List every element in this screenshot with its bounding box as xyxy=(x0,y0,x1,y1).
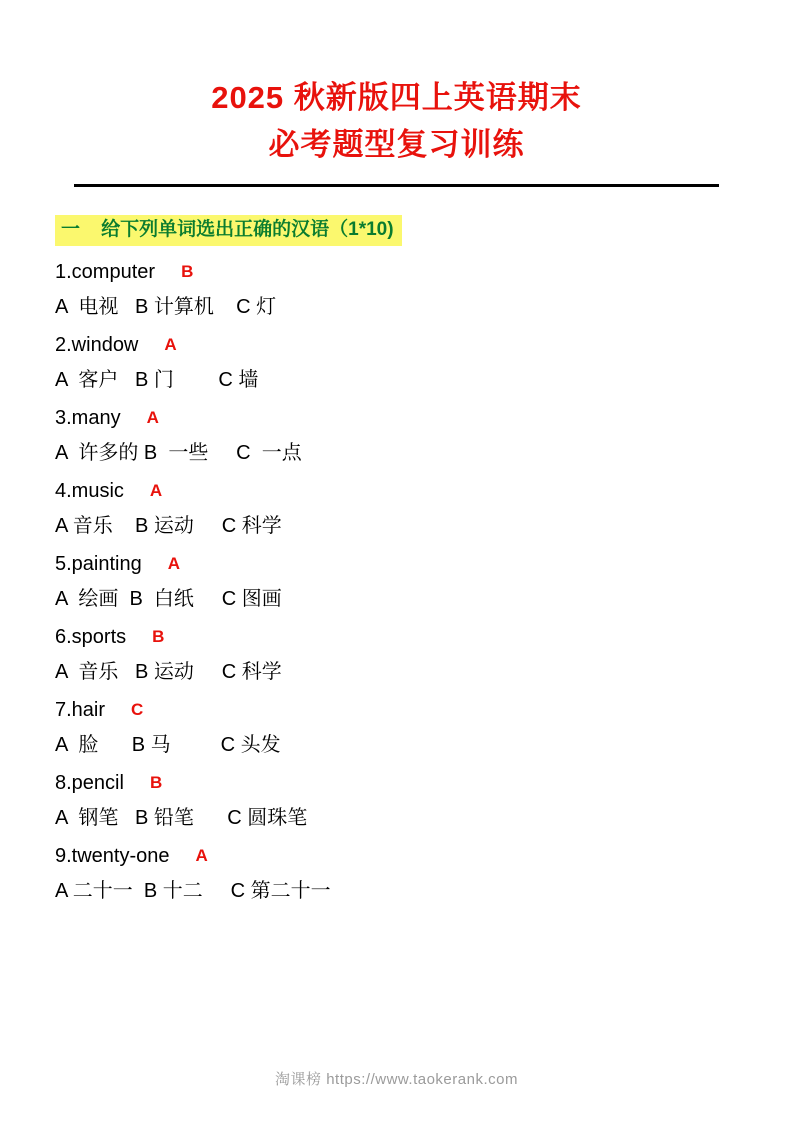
question-prompt-row xyxy=(55,333,738,357)
question-answer: B xyxy=(181,262,194,281)
question-term: 8.pencil xyxy=(55,772,124,794)
question-term: 7.hair xyxy=(55,699,106,721)
question-answer: A xyxy=(164,335,177,354)
question-options: A 许多的 B 一些 C 一点 xyxy=(55,442,302,464)
section-heading xyxy=(55,215,402,246)
question-prompt-row xyxy=(55,844,738,868)
footer-watermark: 淘课榜 https://www.taokerank.com xyxy=(275,1071,518,1088)
question-prompt-row xyxy=(55,698,738,722)
question-prompt-row xyxy=(55,552,738,576)
question-prompt-row xyxy=(55,479,738,503)
question-item xyxy=(55,771,738,830)
section-number: 一 xyxy=(61,219,81,240)
question-options: A 音乐 B 运动 C 科学 xyxy=(55,515,282,537)
question-options: A 脸 B 马 C 头发 xyxy=(55,734,281,756)
question-options: A 音乐 B 运动 C 科学 xyxy=(55,661,282,683)
question-term: 6.sports xyxy=(55,626,127,648)
question-answer: A xyxy=(149,481,163,500)
question-item xyxy=(55,260,738,319)
question-term: 3.many xyxy=(55,407,121,429)
section-heading-text: 给下列单词选出正确的汉语（1*10) xyxy=(101,219,394,240)
question-answer: A xyxy=(167,554,181,573)
question-item xyxy=(55,552,738,611)
question-prompt-row xyxy=(55,406,738,430)
question-term: 4.music xyxy=(55,480,124,502)
question-prompt-row xyxy=(55,260,738,284)
question-answer: A xyxy=(146,408,159,427)
question-options: A 电视 B 计算机 C 灯 xyxy=(55,296,277,318)
question-item xyxy=(55,333,738,392)
title-line-1: 2025 秋新版四上英语期末 xyxy=(211,80,582,115)
question-prompt-row xyxy=(55,771,738,795)
question-item xyxy=(55,844,738,903)
question-term: 2.window xyxy=(55,334,139,356)
question-options: A 钢笔 B 铅笔 C 圆珠笔 xyxy=(55,807,308,829)
question-term: 9.twenty-one xyxy=(55,845,170,867)
question-answer: C xyxy=(131,700,144,719)
question-item xyxy=(55,479,738,538)
question-options: A 二十一 B 十二 C 第二十一 xyxy=(55,880,331,902)
question-term: 5.painting xyxy=(55,553,142,575)
question-options: A 客户 B 门 C 墙 xyxy=(55,369,259,391)
question-item xyxy=(55,406,738,465)
question-answer: A xyxy=(195,846,208,865)
question-answer: B xyxy=(149,773,163,792)
document-title xyxy=(55,0,738,187)
question-options: A 绘画 B 白纸 C 图画 xyxy=(55,588,282,610)
question-item xyxy=(55,625,738,684)
question-prompt-row xyxy=(55,625,738,649)
section-heading-wrap xyxy=(55,187,738,246)
question-list xyxy=(55,260,738,903)
title-line-2: 必考题型复习训练 xyxy=(268,127,525,162)
question-item xyxy=(55,698,738,757)
question-answer: B xyxy=(152,627,165,646)
question-term: 1.computer xyxy=(55,261,156,283)
